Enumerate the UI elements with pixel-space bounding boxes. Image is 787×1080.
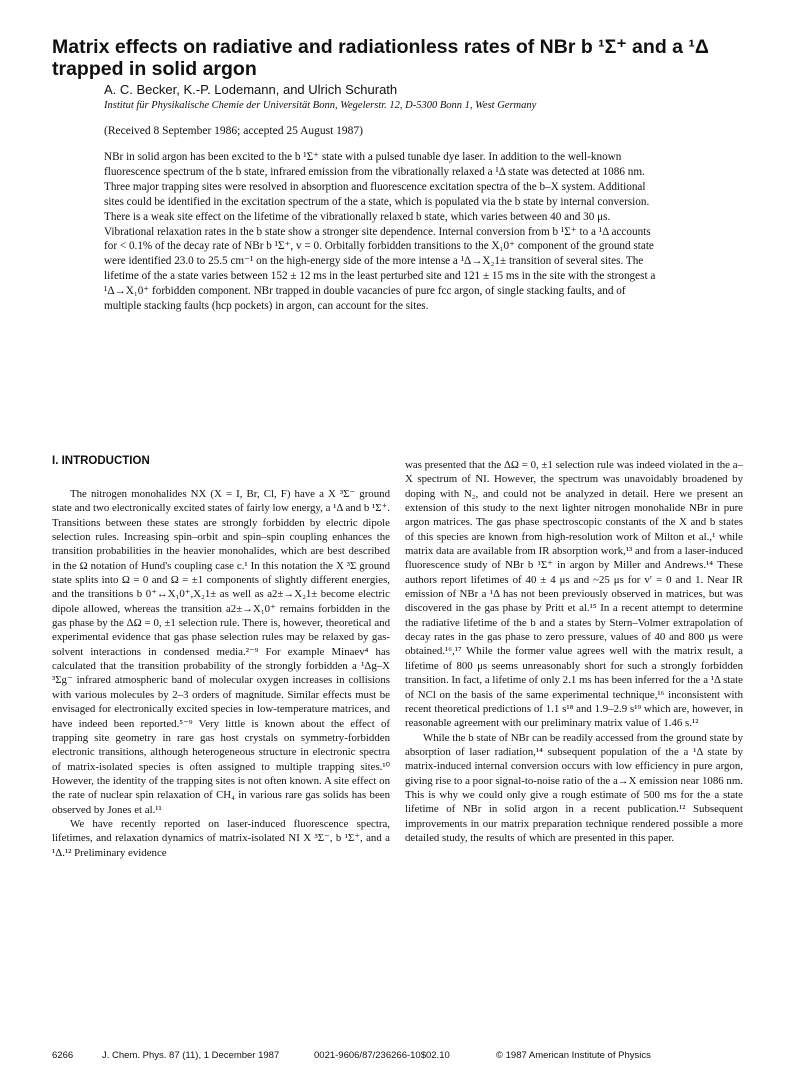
authors: A. C. Becker, K.-P. Lodemann, and Ulrich Schurath xyxy=(104,82,398,97)
affiliation: Institut für Physikalische Chemie der Universität Bonn, Wegelerstr. 12, D-5300 Bonn 1, West Germany xyxy=(104,100,537,111)
received-dates: (Received 8 September 1986; accepted 25 August 1987) xyxy=(104,125,363,137)
abstract: NBr in solid argon has been excited to the b ¹Σ⁺ state with a pulsed tunable dye laser. In addition to the well-known fluorescence spectrum of the b state, infrared emission from the vibrationally relaxed a ¹Δ state was detected at 1086 nm. Three major trapping sites were resolved in absorption and fluorescence excitation spectra of the b–X system. Additional sites could be identified in the excitation spectrum of the a state, which is populated via the b state by internal conversion. There is a weak site effect on the lifetime of the vibrationally relaxed b state, which varies between 40 and 30 μs. Vibrational relaxation rates in the b state show a stronger site dependence. Internal conversion from b ¹Σ⁺ to a ¹Δ accounts for < 0.1% of the decay rate of NBr b ¹Σ⁺, v = 0. Orbitally forbidden transitions to the X₁0⁺ component of the ground state were identified 23.0 to 25.5 cm⁻¹ on the high-energy side of the more intense a ¹Δ→X₂1± transition of several sites. The lifetime of the a state varies between 152 ± 12 ms in the least perturbed site and 121 ± 15 ms in the site with the strongest a ¹Δ→X₁0⁺ forbidden component. NBr trapped in double vacancies of pure fcc argon, of single stacking faults, and of multiple stacking faults (hcp pockets) in argon, can account for the sites. xyxy=(104,151,656,313)
paragraph: While the b state of NBr can be readily accessed from the ground state by absorption of laser radiation,¹⁴ subsequent population of the a ¹Δ state by matrix-induced internal conversion occurs with low efficiency in pure argon, giving rise to a poor signal-to-noise ratio of the a→X emission near 1086 nm. This is why we could only give a rough estimate of 500 ms for the a state lifetime of NBr in solid argon in a recent publication.¹² Subsequent improvements in our matrix preparation technique rendered possible a more detailed study, the results of which are presented in this paper. xyxy=(405,731,743,844)
page-number: 6266 xyxy=(52,1050,74,1061)
article-code: 0021-9606/87/236266-10$02.10 xyxy=(314,1050,450,1061)
paragraph: We have recently reported on laser-induced fluorescence spectra, lifetimes, and relaxation dynamics of matrix-isolated NI X ³Σ⁻, b ¹Σ⁺, and a ¹Δ.¹² Preliminary evidence xyxy=(52,817,390,859)
section-heading-introduction: I. INTRODUCTION xyxy=(52,455,150,467)
paragraph: The nitrogen monohalides NX (X = I, Br, Cl, F) have a X ³Σ⁻ ground state and two electronically excited states of fairly low energy, a ¹Δ and b ¹Σ⁺. Transitions between these states are strongly forbidden by electric dipole selection rules. Increasing spin–orbit and spin–spin coupling enhances the transition probabilities in the heavier monohalides, which are best described in the Ω notation of Hund's coupling case c.¹ In this notation the X ³Σ ground state splits into Ω = 0 and Ω = ±1 components of slightly different energies, and the transitions b 0⁺↔X₁0⁺,X₂1± as well as a2±→X₂1± become electric dipole allowed, whereas the transition a2±→X₁0⁺ remains forbidden in the gas phase by the ΔΩ = 0, ±1 selection rule. There is, however, theoretical and experimental evidence that gas phase selection rules may be relaxed by gas-solvent interactions in condensed media.²⁻⁹ For example Minaev⁴ has calculated that the transition probability of the strongly forbidden a ¹Δg–X ³Σg⁻ infrared atmospheric band of molecular oxygen increases in collisions with various molecules by 2–3 orders of magnitude. Similar effects must be envisaged for electronically excited species in low-temperature matrices, and have indeed been reported.⁵⁻⁹ Very little is known about the effect of trapping site geometry in rare gas host crystals on symmetry-forbidden electronic transitions, although heterogeneous structure in electronic spectra of matrix-isolated species is often assigned to multiple trapping sites.¹⁰ However, the identity of the trapping sites is not often known. A site effect on the rate of nuclear spin relaxation of CH₄ in various rare gas solids has been observed by Jones et al.¹¹ xyxy=(52,488,390,816)
paragraph: was presented that the ΔΩ = 0, ±1 selection rule was indeed violated in the a–X spectrum of NI. However, the spectrum was unavoidably broadened by doping with N₂, and could not be analyzed in detail. Here we present an extension of this study to the next lighter nitrogen monohalide NBr in pure argon matrices. The gas phase spectroscopic constants of the X and b states of this species are known from high-resolution work of Milton et al.,¹ while matrix data are available from IR absorption work,¹³ and from a laser-induced fluorescence study of NBr b ¹Σ⁺ in argon by Miller and Andrews.¹⁴ These authors report lifetimes of 40 ± 4 μs and ~25 μs for v′ = 0 and 1. Near IR emission of NBr a ¹Δ has not been previously observed in matrices, but was discovered in the gas phase by Pritt et al.¹⁵ In a recent attempt to determine the radiative lifetime of the b and a states by Stern–Volmer extrapolation of decay rates in the gas phase to zero pressure, values of 40 and 800 μs were obtained.¹⁶,¹⁷ While the former value agrees well with the matrix result, a lifetime of 800 μs seems unreasonably short for such a strongly forbidden transition. In fact, a lifetime of only 2.1 ms has been inferred for the a ¹Δ state of NCl on the basis of the same experimental technique,¹⁶ inconsistent with recent theoretical predictions of 1.1 s¹⁸ and 1.9–2.9 s¹⁹ which are, however, in reasonable agreement with our preliminary matrix value of 1.46 s.¹² xyxy=(405,459,743,730)
paper-title: Matrix effects on radiative and radiationless rates of NBr b ¹Σ⁺ and a ¹Δ trapped in solid argon xyxy=(52,36,709,80)
right-column xyxy=(405,458,743,845)
left-column xyxy=(52,474,390,860)
copyright: © 1987 American Institute of Physics xyxy=(496,1050,651,1061)
journal-citation: J. Chem. Phys. 87 (11), 1 December 1987 xyxy=(102,1050,280,1061)
